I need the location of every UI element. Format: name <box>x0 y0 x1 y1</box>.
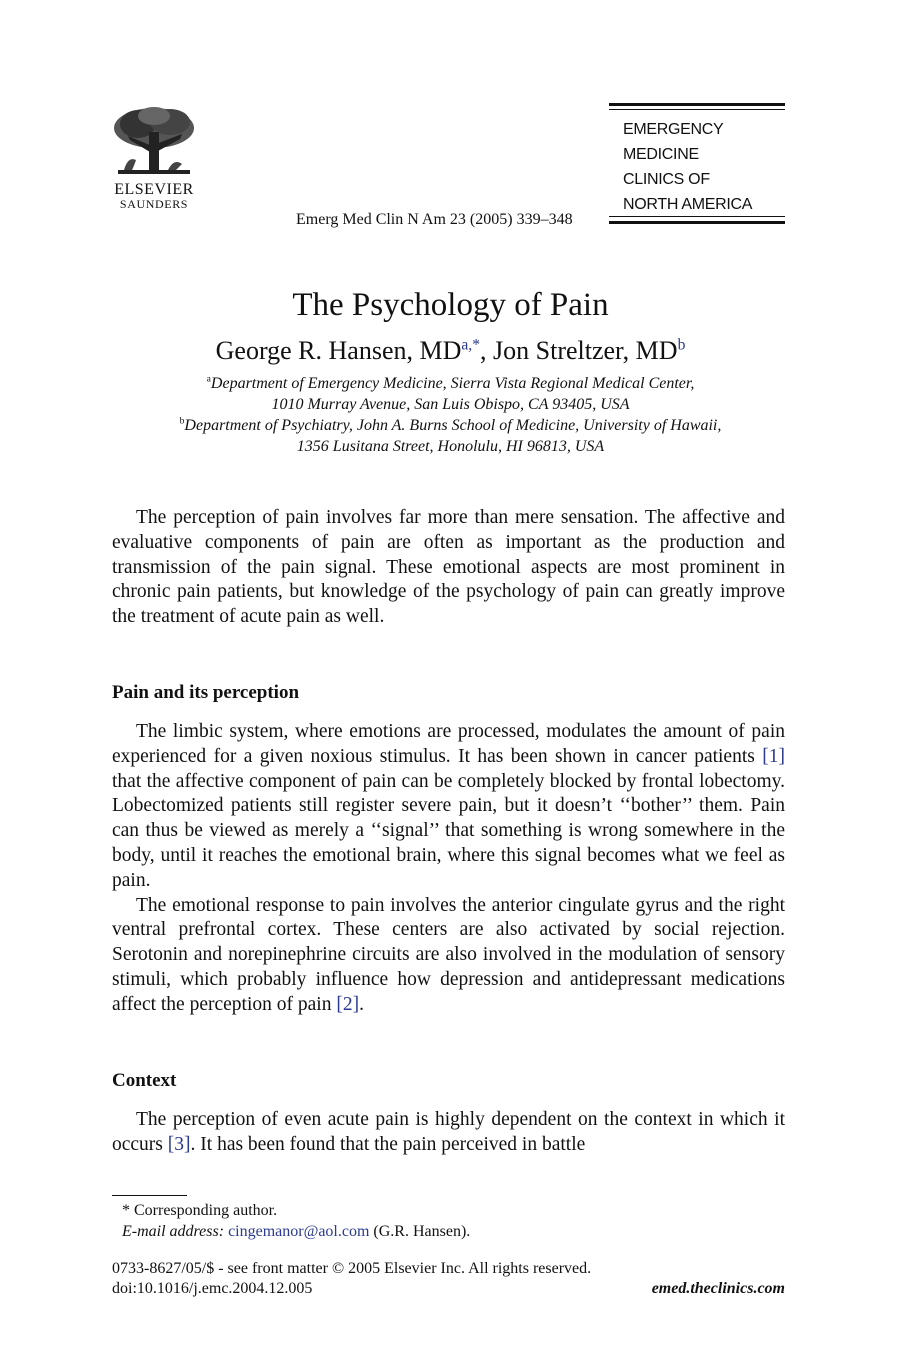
paragraph-text: The limbic system, where emotions are processed, modulates the amount of pain experienced for a given noxious stimulus. It has been shown in cancer patients <box>112 721 785 767</box>
paragraph-text: . It has been found that the pain perceived in battle <box>190 1133 586 1155</box>
journal-citation: Emerg Med Clin N Am 23 (2005) 339–348 <box>296 211 573 228</box>
publisher-imprint: SAUNDERS <box>119 197 189 211</box>
journal-logo <box>609 103 785 225</box>
section-body <box>112 720 785 1018</box>
paragraph <box>112 1108 785 1158</box>
reference-link[interactable]: [1] <box>762 745 785 767</box>
journal-name-line: MEDICINE <box>623 146 699 163</box>
section-body <box>112 1108 785 1158</box>
abstract <box>112 506 785 630</box>
paragraph-text: The emotional response to pain involves the anterior cingulate gyrus and the right ventral prefrontal cortex. These centers are also activated by social rejection. Serotonin and norepinephrine circuits are also involved in the modulation of sensory stimuli, which probably influence how depression and antidepressant medications affect the perception of pain <box>112 894 785 1015</box>
paragraph-text: . <box>359 993 364 1015</box>
abstract-text: The perception of pain involves far more than mere sensation. The affective and evaluative components of pain are often as important as the production and transmission of the pain signal. These emotional aspects are most prominent in chronic pain patients, but knowledge of the psychology of pain can greatly improve the treatment of acute pain as well. <box>112 507 785 628</box>
article-title: The Psychology of Pain <box>292 287 609 323</box>
reference-link[interactable]: [3] <box>167 1133 191 1155</box>
author-name: Jon Streltzer, MD <box>493 336 678 365</box>
author-list: George R. Hansen, $MD^{a,*}$, Jon Streltzer, $MD^b$ <box>215 336 686 365</box>
email-link[interactable]: cingemanor@aol.com <box>228 1223 370 1240</box>
email-label: E-mail address: <box>122 1223 225 1240</box>
email-note <box>112 1221 470 1242</box>
footnote-divider <box>112 1195 187 1196</box>
journal-name <box>623 117 752 217</box>
corresponding-author-note: * Corresponding author. <box>122 1202 278 1219</box>
affiliations <box>0 373 901 457</box>
affiliation-line: 1356 Lusitana Street, Honolulu, HI 96813, USA <box>296 438 605 455</box>
section-heading: Pain and its perception <box>112 682 300 703</box>
author-affiliation-mark[interactable]: a,* <box>461 336 481 354</box>
footnotes <box>112 1200 470 1242</box>
page-footer <box>112 1259 785 1299</box>
journal-website-link[interactable]: emed.theclinics.com <box>651 1280 785 1297</box>
doi-line: doi:10.1016/j.emc.2004.12.005 <box>112 1280 313 1297</box>
affiliation-mark: a <box>206 373 211 385</box>
publisher-name: ELSEVIER <box>114 181 194 198</box>
tree-icon <box>108 106 200 180</box>
issn-line: 0733-8627/05/$ - see front matter © 2005 Elsevier Inc. All rights reserved. <box>112 1260 592 1277</box>
journal-name-line: EMERGENCY <box>623 121 724 138</box>
reference-link[interactable]: [2] <box>336 993 360 1015</box>
paragraph <box>112 894 785 1018</box>
journal-name-line: CLINICS OF <box>623 171 710 188</box>
section-heading: Context <box>112 1070 177 1091</box>
paragraph-text: The perception of even acute pain is highly dependent on the context in which it occurs <box>112 1109 785 1155</box>
paragraph <box>112 720 785 894</box>
affiliation-mark: b <box>179 415 185 427</box>
affiliation-line: Department of Emergency Medicine, Sierra Vista Regional Medical Center, <box>210 375 695 392</box>
affiliation-line: 1010 Murray Avenue, San Luis Obispo, CA 93405, USA <box>271 396 630 413</box>
author-affiliation-mark[interactable]: b <box>677 336 686 354</box>
affiliation-line: Department of Psychiatry, John A. Burns School of Medicine, University of Hawaii, <box>184 417 722 434</box>
elsevier-logo <box>108 106 200 218</box>
author-name: George R. Hansen, MD <box>215 336 462 365</box>
paragraph-text: that the affective component of pain can be completely blocked by frontal lobectomy. Lobectomized patients still register severe pain, but it doesn’t ‘‘bother’’ them. Pain can thus be viewed as merely a ‘‘signal’’ that something is wrong somewhere in the body, until it reaches the emotional brain, where this signal becomes what we feel as pain. <box>112 770 785 891</box>
email-owner: (G.R. Hansen). <box>373 1223 471 1240</box>
journal-name-line: NORTH AMERICA <box>623 196 753 213</box>
